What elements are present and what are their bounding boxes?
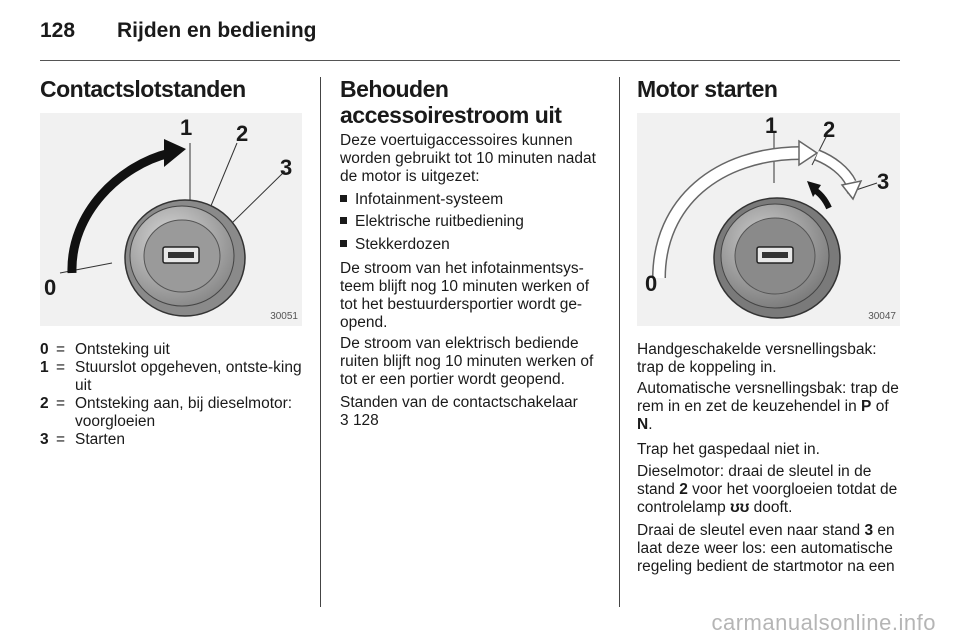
accelerator-paragraph: Trap het gaspedaal niet in. (637, 441, 820, 458)
diesel-paragraph (637, 463, 903, 517)
start-paragraph (637, 522, 903, 576)
gear-n: N (637, 416, 649, 433)
bullet-text: Infotainment-systeem (355, 191, 504, 208)
figure-label-3: 3 (877, 169, 890, 194)
legend-equals: = (56, 395, 66, 412)
diesel-position: 2 (679, 481, 688, 498)
legend-text: Stuurslot opgeheven, ontste-king uit (75, 359, 302, 394)
legend-number: 3 (40, 431, 49, 448)
glow-plug-icon: ʊʊ (730, 499, 750, 516)
legend-text: Ontsteking uit (75, 341, 170, 358)
heading-line-2: accessoirestroom uit (340, 102, 562, 128)
page-header-title: Rijden en bediening (117, 19, 317, 42)
header-rule (40, 60, 900, 61)
legend-equals: = (56, 431, 66, 448)
engine-start-figure (637, 113, 900, 326)
ignition-positions-figure (40, 113, 302, 326)
section-heading-contactslotstanden: Contactslotstanden (40, 76, 246, 102)
reference-page: 128 (352, 412, 379, 429)
gear-p: P (861, 398, 872, 415)
bullet-item (340, 213, 524, 231)
legend-row (40, 395, 310, 431)
infotainment-paragraph: De stroom van het infotainmentsys-teem blijft nog 10 minuten werken of tot het bestuurdersportier wordt ge-opend. (340, 260, 589, 331)
site-watermark: carmanualsonline.info (711, 610, 936, 635)
section-heading-motor-starten: Motor starten (637, 76, 778, 102)
windows-paragraph: De stroom van elektrisch bediende ruiten blijft nog 10 minuten werken of tot er een portier wordt geopend. (340, 335, 594, 388)
legend-equals: = (56, 341, 66, 358)
start-text-b: en laat deze weer los: een automatische regeling bedient de startmotor na een (637, 522, 895, 575)
position-legend (40, 341, 310, 449)
ignition-positions-illustration (40, 113, 302, 326)
automatic-end: . (648, 416, 653, 433)
bullet-square-icon (340, 195, 347, 202)
legend-row (40, 431, 310, 449)
column-divider-1 (320, 77, 321, 607)
figure-label-1: 1 (180, 115, 193, 140)
bullet-item (340, 191, 503, 209)
start-text-a: Draai de sleutel even naar stand (637, 522, 861, 539)
figure-code: 30047 (868, 311, 896, 322)
page-reference-link[interactable] (340, 412, 379, 429)
legend-equals: = (56, 359, 66, 376)
figure-label-2: 2 (236, 121, 249, 146)
column-divider-2 (619, 77, 620, 607)
figure-label-3: 3 (280, 155, 293, 180)
legend-text: Starten (75, 431, 125, 448)
bullet-item (340, 236, 450, 254)
accessory-intro: Deze voertuigaccessoires kunnen worden gebruikt tot 10 minuten nadat de motor is uitgezet: (340, 132, 596, 185)
bullet-text: Stekkerdozen (355, 236, 450, 253)
engine-start-illustration (637, 113, 900, 326)
page-number: 128 (40, 19, 76, 42)
figure-label-0: 0 (44, 275, 57, 300)
diesel-text-c: dooft. (753, 499, 793, 516)
bullet-text: Elektrische ruitbediening (355, 213, 524, 230)
bullet-square-icon (340, 240, 347, 247)
legend-number: 2 (40, 395, 49, 412)
start-position: 3 (864, 522, 874, 539)
section-heading-behouden (340, 76, 561, 128)
reference-arrow-icon: 3 (340, 412, 349, 429)
manual-gearbox-paragraph: Handgeschakelde versnellingsbak: trap de koppeling in. (637, 341, 877, 376)
legend-row (40, 341, 310, 359)
legend-text: Ontsteking aan, bij dieselmotor: voorgloeien (75, 395, 293, 430)
legend-row (40, 359, 310, 395)
diesel-text-b: voor het voorgloeien totdat de controlelamp (637, 481, 898, 516)
heading-line-1: Behouden (340, 76, 449, 102)
automatic-text: Automatische versnellingsbak: trap de rem in en zet de keuzehendel in (637, 380, 899, 415)
legend-number: 0 (40, 341, 49, 358)
bullet-square-icon (340, 217, 347, 224)
legend-number: 1 (40, 359, 49, 376)
diesel-text-a: Dieselmotor: draai de sleutel in de stand (637, 463, 872, 498)
figure-label-1: 1 (765, 113, 778, 138)
automatic-gearbox-paragraph (637, 380, 903, 434)
figure-code: 30051 (270, 311, 298, 322)
automatic-of: of (875, 398, 889, 415)
figure-label-0: 0 (645, 271, 658, 296)
reference-text: Standen van de contactschakelaar (340, 394, 578, 411)
figure-label-2: 2 (823, 117, 836, 142)
reference-paragraph (340, 394, 605, 430)
